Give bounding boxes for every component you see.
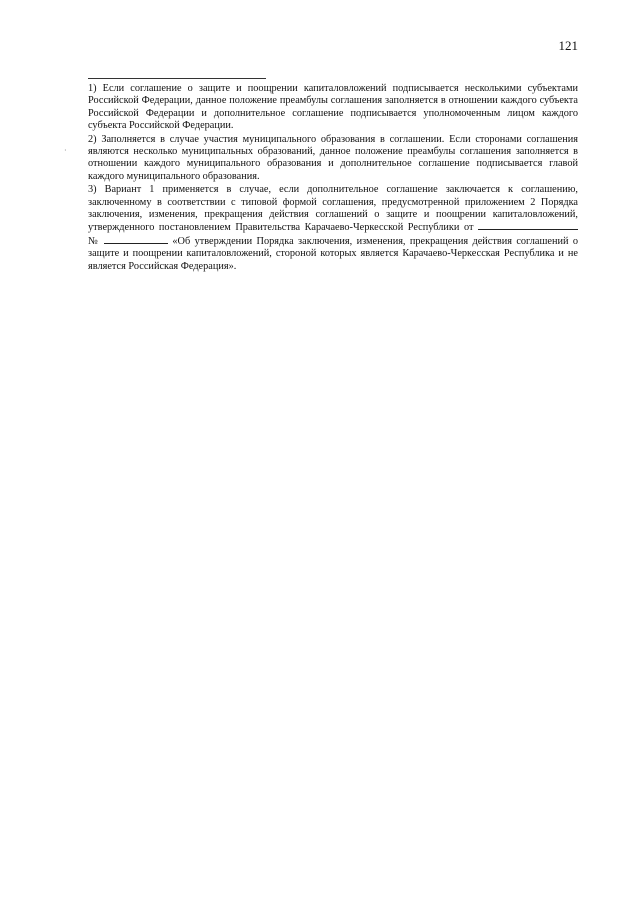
footnote-3 [88,184,578,273]
number-blank [104,235,168,244]
date-blank [478,221,578,230]
number-sign: № [88,235,100,247]
footnote-1: 1) Если соглашение о защите и поощрении капиталовложений подписывается несколькими субъектами Российской Федерации, данное положение преамбулы соглашения заполняется в отношении каждого субъекта Российской Федерации и дополнительное соглашение подписывается уполномоченным лицом каждого субъекта Российской Федерации. [88,83,578,132]
footnotes-block [88,83,578,274]
page-number: 121 [558,38,578,53]
footnote-separator [88,78,266,79]
footnote-2: 2) Заполняется в случае участия муниципального образования в соглашении. Если сторонами соглашения являются несколько муниципальных образований, данное положение преамбулы соглашения заполняется в отношении каждого муниципального образования и дополнительное соглашение подписывается главой каждого муниципального образования. [88,133,578,182]
footnote-3-text-after: «Об утверждении Порядка заключения, изменения, прекращения действия соглашений о защите и поощрении капиталовложений, стороной которых является Карачаево-Черкесская Республика и не является Российская Федерация». [88,235,578,272]
footnote-3-text-before: 3) Вариант 1 применяется в случае, если дополнительное соглашение заключается к соглашению, заключенному в соответствии с типовой формой соглашения, предусмотренной приложением 2 Порядка заключения, изменения, прекращения действия соглашений о защите и поощрении капиталовложений, утвержденного постановлением Правительства Карачаево-Черкесской Республики от [88,184,578,234]
margin-mark: · [64,146,67,155]
